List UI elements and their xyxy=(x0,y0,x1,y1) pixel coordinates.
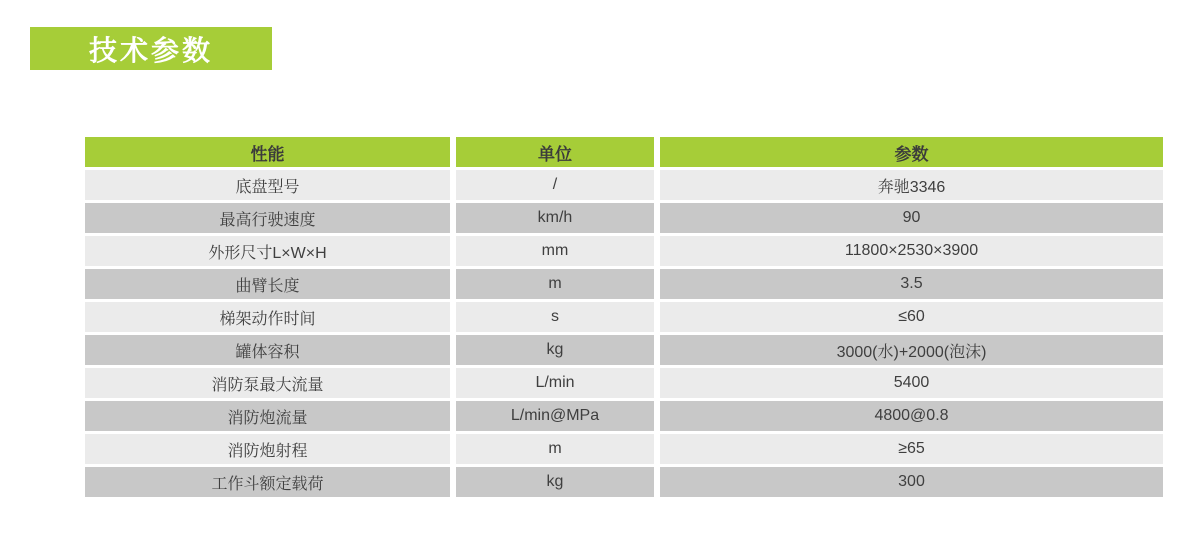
table-cell-performance: 罐体容积 xyxy=(85,335,450,365)
table-cell-parameter: ≤60 xyxy=(660,302,1163,332)
table-cell-unit: m xyxy=(456,434,654,464)
table-header-performance: 性能 xyxy=(85,137,450,167)
table-cell-unit: L/min xyxy=(456,368,654,398)
table-cell-parameter: 11800×2530×3900 xyxy=(660,236,1163,266)
table-cell-unit: s xyxy=(456,302,654,332)
table-header-unit: 单位 xyxy=(456,137,654,167)
table-cell-parameter: 5400 xyxy=(660,368,1163,398)
table-cell-unit: L/min@MPa xyxy=(456,401,654,431)
table-cell-performance: 梯架动作时间 xyxy=(85,302,450,332)
table-cell-parameter: 90 xyxy=(660,203,1163,233)
spec-table xyxy=(85,137,1163,497)
table-cell-unit: km/h xyxy=(456,203,654,233)
table-cell-unit: / xyxy=(456,170,654,200)
table-cell-unit: kg xyxy=(456,467,654,497)
table-cell-unit: m xyxy=(456,269,654,299)
table-cell-performance: 消防泵最大流量 xyxy=(85,368,450,398)
table-cell-parameter: 3000(水)+2000(泡沫) xyxy=(660,335,1163,365)
page-title: 技术参数 xyxy=(88,34,213,66)
table-cell-performance: 最高行驶速度 xyxy=(85,203,450,233)
table-header-parameter: 参数 xyxy=(660,137,1163,167)
table-cell-performance: 消防炮流量 xyxy=(85,401,450,431)
table-cell-parameter: 300 xyxy=(660,467,1163,497)
table-cell-unit: mm xyxy=(456,236,654,266)
table-cell-parameter: 奔驰3346 xyxy=(660,170,1163,200)
table-cell-performance: 底盘型号 xyxy=(85,170,450,200)
table-cell-performance: 曲臂长度 xyxy=(85,269,450,299)
table-cell-parameter: ≥65 xyxy=(660,434,1163,464)
table-cell-unit: kg xyxy=(456,335,654,365)
table-cell-performance: 消防炮射程 xyxy=(85,434,450,464)
table-cell-parameter: 3.5 xyxy=(660,269,1163,299)
table-cell-performance: 工作斗额定载荷 xyxy=(85,467,450,497)
table-cell-parameter: 4800@0.8 xyxy=(660,401,1163,431)
page-title-badge xyxy=(30,27,272,70)
table-cell-performance: 外形尺寸L×W×H xyxy=(85,236,450,266)
